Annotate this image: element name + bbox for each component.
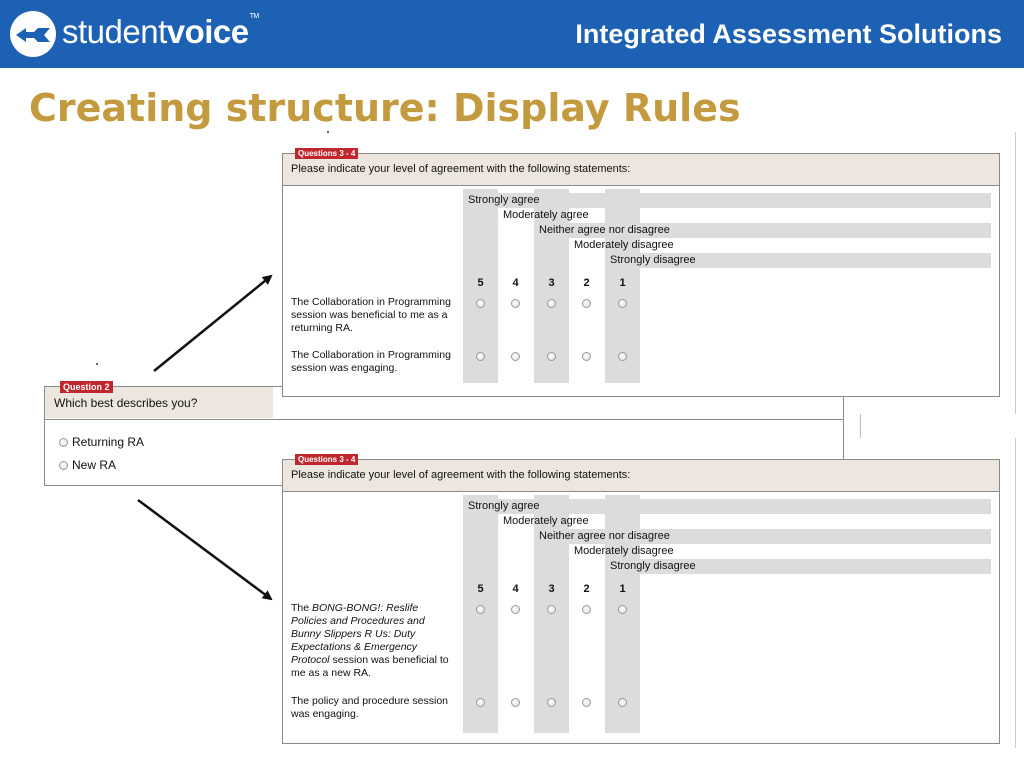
radio-q3-2[interactable] bbox=[582, 299, 591, 308]
statement-1 bbox=[291, 602, 451, 680]
arrow-to-returning-panel bbox=[154, 276, 271, 371]
radio-q4-3[interactable] bbox=[547, 698, 556, 707]
slide-title: Creating structure: Display Rules bbox=[29, 86, 741, 130]
radio-q4-5[interactable] bbox=[476, 352, 485, 361]
question-2-tag: Question 2 bbox=[60, 381, 113, 393]
statement-1-session-title: BONG-BONG!: Reslife Policies and Procedures and Bunny Slippers R Us: Duty Expectations & Emergency Protocol bbox=[291, 602, 425, 666]
panel-tag: Questions 3 - 4 bbox=[295, 454, 358, 465]
panel-edge bbox=[1015, 132, 1016, 414]
radio-returning-ra[interactable] bbox=[59, 438, 68, 447]
radio-q3-3[interactable] bbox=[547, 605, 556, 614]
questions-3-4-new-panel bbox=[282, 455, 1000, 744]
option-returning-ra[interactable] bbox=[59, 435, 144, 449]
statement-2: The Collaboration in Programming session was engaging. bbox=[291, 349, 451, 374]
panel-header bbox=[283, 149, 999, 186]
question-2-prompt: Which best describes you? bbox=[54, 396, 198, 410]
scale-number-4: 4 bbox=[512, 277, 519, 289]
radio-q4-2[interactable] bbox=[582, 698, 591, 707]
radio-new-ra[interactable] bbox=[59, 461, 68, 470]
radio-q4-2[interactable] bbox=[582, 352, 591, 361]
scale-number-3: 3 bbox=[548, 277, 555, 289]
scale-label-strongly-disagree: Strongly disagree bbox=[605, 559, 991, 574]
scale-label-neither: Neither agree nor disagree bbox=[534, 529, 991, 544]
radio-q4-3[interactable] bbox=[547, 352, 556, 361]
radio-q3-4[interactable] bbox=[511, 605, 520, 614]
scale-label-strongly-agree: Strongly agree bbox=[463, 193, 991, 208]
scale-number-1: 1 bbox=[619, 583, 626, 595]
scale-number-4: 4 bbox=[512, 583, 519, 595]
panel-prompt: Please indicate your level of agreement with the following statements: bbox=[291, 469, 631, 481]
panel-edge bbox=[843, 414, 844, 438]
divider bbox=[45, 419, 843, 420]
radio-q3-2[interactable] bbox=[582, 605, 591, 614]
radio-q4-1[interactable] bbox=[618, 698, 627, 707]
scale-label-moderately-disagree: Moderately disagree bbox=[574, 239, 674, 251]
option-new-ra[interactable] bbox=[59, 458, 116, 472]
scale-number-5: 5 bbox=[477, 277, 484, 289]
radio-q4-1[interactable] bbox=[618, 352, 627, 361]
scale-number-2: 2 bbox=[583, 277, 590, 289]
option-label: New RA bbox=[72, 458, 117, 472]
scale-number-3: 3 bbox=[548, 583, 555, 595]
radio-q4-5[interactable] bbox=[476, 698, 485, 707]
likert-matrix bbox=[283, 491, 999, 743]
statement-1-pre: The bbox=[291, 602, 313, 614]
header-title: Integrated Assessment Solutions bbox=[575, 19, 1002, 49]
arrow-to-new-panel bbox=[138, 500, 271, 599]
scale-label-moderately-agree: Moderately agree bbox=[503, 209, 589, 221]
scale-number-1: 1 bbox=[619, 277, 626, 289]
panel-prompt: Please indicate your level of agreement with the following statements: bbox=[291, 163, 631, 175]
panel-tag: Questions 3 - 4 bbox=[295, 148, 358, 159]
scale-label-strongly-disagree: Strongly disagree bbox=[605, 253, 991, 268]
scale-label-moderately-agree: Moderately agree bbox=[503, 515, 589, 527]
statement-2: The policy and procedure session was engaging. bbox=[291, 695, 449, 720]
questions-3-4-returning-panel bbox=[282, 149, 1000, 397]
panel-header bbox=[283, 455, 999, 492]
radio-q3-5[interactable] bbox=[476, 299, 485, 308]
scale-number-2: 2 bbox=[583, 583, 590, 595]
radio-q3-4[interactable] bbox=[511, 299, 520, 308]
logo-bold-text: voice bbox=[166, 13, 249, 50]
likert-matrix bbox=[283, 185, 999, 396]
scale-label-strongly-agree: Strongly agree bbox=[463, 499, 991, 514]
option-label: Returning RA bbox=[72, 435, 145, 449]
scale-label-neither: Neither agree nor disagree bbox=[534, 223, 991, 238]
logo-trademark: TM bbox=[249, 13, 259, 20]
scale-label-moderately-disagree: Moderately disagree bbox=[574, 545, 674, 557]
logo-light-text: student bbox=[62, 13, 167, 50]
scale-number-5: 5 bbox=[477, 583, 484, 595]
radio-q4-4[interactable] bbox=[511, 698, 520, 707]
statement-1-post: session was beneficial to me as a new RA. bbox=[291, 654, 449, 679]
radio-q3-3[interactable] bbox=[547, 299, 556, 308]
panel-edge bbox=[1015, 438, 1016, 748]
radio-q3-1[interactable] bbox=[618, 605, 627, 614]
radio-q3-1[interactable] bbox=[618, 299, 627, 308]
radio-q3-5[interactable] bbox=[476, 605, 485, 614]
panel-edge bbox=[860, 414, 861, 438]
statement-1: The Collaboration in Programming session was beneficial to me as a returning RA. bbox=[291, 296, 451, 334]
radio-q4-4[interactable] bbox=[511, 352, 520, 361]
